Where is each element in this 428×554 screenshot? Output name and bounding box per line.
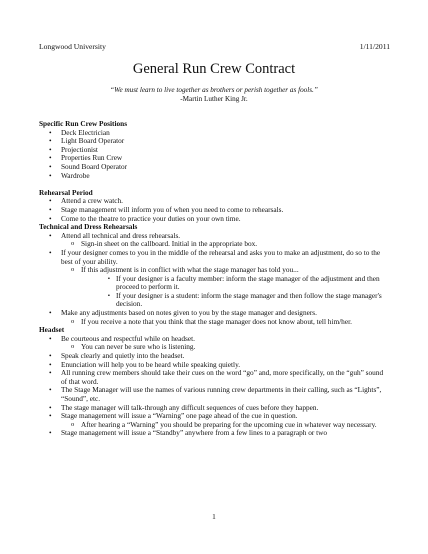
list-item-text: Sound Board Operator (61, 161, 128, 171)
list-item-text: Be courteous and respectful while on headset. (61, 333, 195, 343)
bullet-marker: • (49, 204, 52, 214)
list-item-text: Properties Run Crew (61, 153, 123, 163)
bullet-marker: • (49, 170, 52, 180)
list-item-text: Attend all technical and dress rehearsals. (61, 230, 181, 240)
sub-sub-list-item (39, 275, 391, 292)
header-date: 1/11/2011 (359, 42, 390, 51)
bullet-marker: • (49, 385, 52, 395)
page-number: 1 (212, 512, 216, 521)
list-item (39, 249, 391, 266)
bullet-marker: • (49, 136, 52, 146)
list-item (39, 386, 391, 403)
list-item-text: If your designer is a student: inform the stage manager and then follow the stage manager's decision. (116, 290, 382, 309)
list-item-text: You can never be sure who is listening. (81, 342, 196, 352)
list-item-text: Attend a crew watch. (61, 196, 123, 206)
list-item-text: All running crew members should take their cues on the word “go” and, more specifically, on the “guh” sound of that word. (61, 368, 384, 386)
bullet-marker: • (49, 161, 52, 171)
list-item (39, 215, 391, 224)
list-item-text: Come to the theatre to practice your duties on your own time. (61, 213, 241, 223)
sub-list-item (39, 318, 391, 327)
bullet-marker: • (49, 359, 52, 369)
list-item-text: Stage management will issue a “Standby” anywhere from a few lines to a paragraph or two (61, 428, 328, 438)
list-item-text: Projectionist (61, 144, 98, 154)
sub-bullet-marker: o (71, 266, 75, 274)
epigraph-attribution: -Martin Luther King Jr. (180, 95, 248, 103)
section-heading-rehearsal: Rehearsal Period (39, 187, 93, 197)
list-item-text: After hearing a “Warning” you should be preparing for the upcoming cue in whatever way necessary. (81, 419, 377, 429)
list-item-text: Wardrobe (61, 170, 90, 180)
list-item-text: If your designer comes to you in the middle of the rehearsal and asks you to make an adjustment, do so to the best of your ability. (61, 247, 381, 266)
list-item-text: Enunciation will help you to be heard while speaking quietly. (61, 359, 241, 369)
section-heading-tech: Technical and Dress Rehearsals (39, 222, 138, 232)
bullet-marker: • (49, 196, 52, 206)
document-body (39, 120, 391, 438)
bullet-marker: • (49, 230, 52, 240)
bullet-marker: • (49, 144, 52, 154)
list-item-text: Sign-in sheet on the callboard. Initial in the appropriate box. (81, 239, 258, 249)
bullet-marker: • (49, 351, 52, 361)
list-item-text: Light Board Operator (61, 136, 125, 146)
epigraph-quote: “We must learn to live together as brothers or perish together as fools.” (110, 86, 318, 94)
list-item (39, 172, 391, 181)
list-item (39, 163, 391, 172)
list-item (39, 429, 391, 438)
list-item-text: The stage manager will talk-through any difficult sequences of cues before they happen. (61, 402, 319, 412)
sub-bullet-marker: o (71, 317, 75, 325)
list-item-text: Speak clearly and quietly into the headset. (61, 351, 185, 361)
section-heading-positions: Specific Run Crew Positions (39, 119, 128, 128)
list-item-text: If you receive a note that you think that the stage manager does not know about, tell him/her. (81, 316, 352, 326)
sub-sub-list-item (39, 292, 391, 309)
bullet-marker: • (49, 213, 52, 223)
document-title: General Run Crew Contract (132, 61, 296, 77)
list-item-text: If this adjustment is in conflict with what the stage manager has told you... (81, 265, 299, 275)
sub-bullet-marker: o (71, 420, 75, 428)
square-bullet-marker: ▪ (108, 275, 110, 282)
sub-bullet-marker: o (71, 240, 75, 248)
list-item-text: Deck Electrician (61, 127, 110, 137)
bullet-marker: • (49, 308, 52, 318)
list-item-text: The Stage Manager will use the names of various running crew departments in their calling, such as “Lights”, “Sound”, etc. (61, 385, 382, 403)
bullet-marker: • (49, 333, 52, 343)
bullet-marker: • (49, 153, 52, 163)
header-institution: Longwood University (39, 42, 106, 51)
list-item-text: Make any adjustments based on notes given to you by the stage manager and designers. (61, 308, 317, 318)
list-item-text: If your designer is a faculty member: inform the stage manager of the adjustment and then proceed to perform it. (116, 273, 380, 292)
sub-bullet-marker: o (71, 343, 75, 351)
section-heading-headset: Headset (39, 325, 65, 335)
list-item (39, 369, 391, 386)
bullet-marker: • (49, 127, 52, 137)
bullet-marker: • (49, 247, 52, 257)
bullet-marker: • (49, 368, 52, 378)
list-item-text: Stage management will inform you of when you need to come to rehearsals. (61, 204, 284, 214)
list-item-text: Stage management will issue a “Warning” one page ahead of the cue in question. (61, 411, 298, 421)
bullet-marker: • (49, 428, 52, 438)
bullet-marker: • (49, 402, 52, 412)
square-bullet-marker: ▪ (108, 292, 110, 299)
bullet-marker: • (49, 411, 52, 421)
